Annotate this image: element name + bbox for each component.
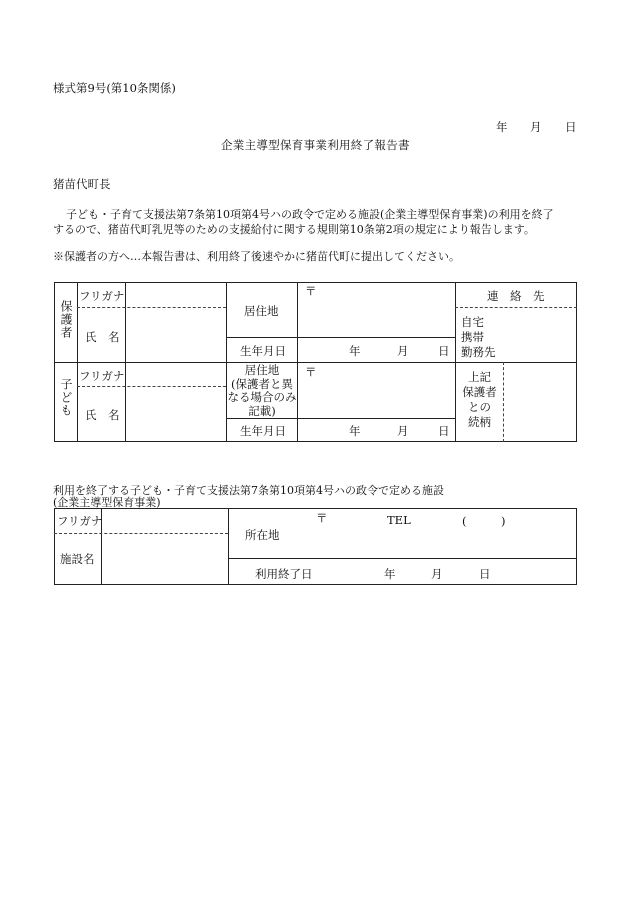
contact-work-label: 勤務先 xyxy=(461,345,496,359)
guardian-birth-day: 日 xyxy=(438,344,450,358)
facility-furigana-label: フリガナ xyxy=(57,514,103,528)
child-furigana-label: フリガナ xyxy=(79,369,125,383)
child-section-label: 子ども xyxy=(59,378,73,417)
child-birthdate-label: 生年月日 xyxy=(240,424,286,438)
date-month-label: 月 xyxy=(530,120,542,134)
body-text-line2: するので、猪苗代町乳児等のための支援給付に関する規則第10条第2項の規定により報告します。 xyxy=(53,223,535,236)
facility-tel-label: TEL xyxy=(387,513,411,527)
form-number: 様式第9号(第10条関係) xyxy=(53,81,176,95)
child-name-label: 氏 名 xyxy=(85,408,120,422)
guardian-section-label: 保護者 xyxy=(59,300,73,339)
guardian-name-label: 氏 名 xyxy=(85,330,120,344)
facility-location-label: 所在地 xyxy=(245,528,280,542)
guardian-furigana-label: フリガナ xyxy=(79,289,125,303)
end-date-label: 利用終了日 xyxy=(255,567,313,581)
facility-tel-parentheses: ( ) xyxy=(462,514,506,528)
end-date-month: 月 xyxy=(431,567,443,581)
end-date-year: 年 xyxy=(384,567,396,581)
notice-text: ※保護者の方へ…本報告書は、利用終了後速やかに猪苗代町に提出してください。 xyxy=(53,250,460,263)
facility-heading-line2: (企業主導型保育事業) xyxy=(53,496,161,509)
guardian-birth-year: 年 xyxy=(349,344,361,358)
guardian-postal-mark: 〒 xyxy=(305,284,317,298)
child-postal-mark: 〒 xyxy=(305,365,317,379)
contact-mobile-label: 携帯 xyxy=(461,330,484,344)
child-birth-month: 月 xyxy=(397,424,409,438)
guardian-address-label: 居住地 xyxy=(244,304,279,318)
guardian-birthdate-label: 生年月日 xyxy=(240,344,286,358)
document-title: 企業主導型保育事業利用終了報告書 xyxy=(221,138,410,152)
child-address-label: 居住地 (保護者と異 なる場合のみ 記載) xyxy=(227,363,297,418)
date-year-label: 年 xyxy=(496,120,508,134)
body-text-line1: 子ども・子育て支援法第7条第10項第4号ハの政令で定める施設(企業主導型保育事業)の利用を終了 xyxy=(66,208,554,221)
relation-label: 上記 保護者 との 続柄 xyxy=(462,370,497,429)
addressee: 猪苗代町長 xyxy=(53,177,111,191)
facility-name-label: 施設名 xyxy=(60,552,95,566)
facility-postal-mark: 〒 xyxy=(316,511,328,525)
child-birth-day: 日 xyxy=(438,424,450,438)
date-day-label: 日 xyxy=(565,120,577,134)
facility-heading-line1: 利用を終了する子ども・子育て支援法第7条第10項第4号ハの政令で定める施設 xyxy=(53,484,444,497)
contact-home-label: 自宅 xyxy=(461,315,484,329)
guardian-birth-month: 月 xyxy=(397,344,409,358)
contact-label: 連 絡 先 xyxy=(487,289,545,303)
end-date-day: 日 xyxy=(479,567,491,581)
child-birth-year: 年 xyxy=(349,424,361,438)
